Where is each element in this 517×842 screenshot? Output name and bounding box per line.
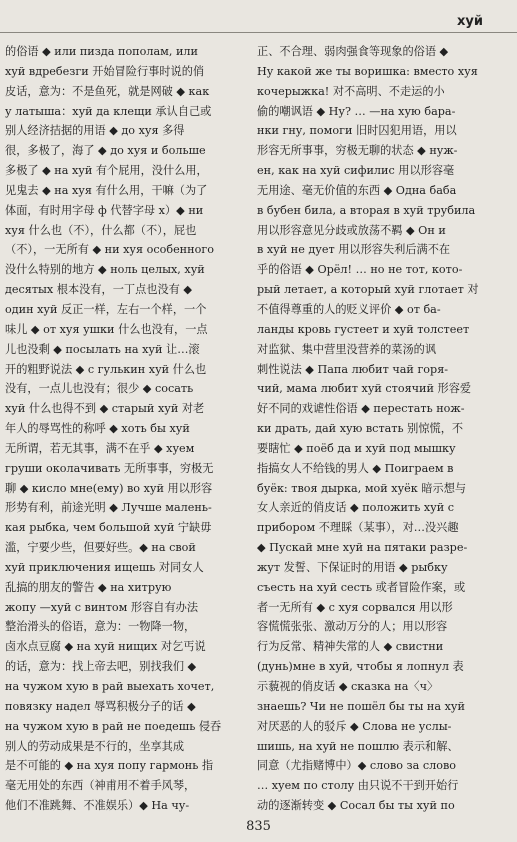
text-line: груши околачивать 无所事事，穷极无 bbox=[5, 461, 214, 475]
text-line: кая рыбка, чем большой хуй 宁缺毋 bbox=[5, 521, 212, 535]
text-line: прибором 不理睬（某事），对…没兴趣 bbox=[257, 521, 459, 535]
text-line: на чужом хую в рай не поедешь 侵吞 bbox=[5, 719, 222, 733]
text-line: 整治滑头的俗语，意为：一物降一物， bbox=[5, 620, 196, 634]
left-column bbox=[5, 42, 237, 812]
text-line: 指搞女人不给钱的男人 ◆ Поиграем в bbox=[257, 461, 454, 475]
text-line: хуй приключения ищешь 对同女人 bbox=[5, 560, 204, 574]
text-line: жут 发誓、下保证时的用语 ◆ рыбку bbox=[257, 560, 448, 574]
text-line: чий, мама любит хуй стоячий 形容爱 bbox=[257, 382, 472, 396]
text-line: Ну какой же ты воришка: вместо хуя bbox=[257, 64, 478, 78]
text-line: 正、不合理、弱肉强食等现象的俗语 ◆ bbox=[257, 45, 449, 58]
text-line: ланды кровь густеет и хуй толстеет bbox=[257, 322, 470, 336]
text-line: 好不同的戏谑性俗语 ◆ перестать нож- bbox=[257, 402, 465, 416]
text-line: 没有，一点儿也没有；很少 ◆ сосать bbox=[5, 382, 194, 396]
header-rule bbox=[0, 32, 517, 33]
text-line: 同意（尤指赌博中）◆ слово за слово bbox=[257, 759, 457, 773]
text-line: 的俗语 ◆ или пизда пополам, или bbox=[5, 45, 198, 58]
text-line: 味儿 ◆ от хуя ушки 什么也没有，一点 bbox=[5, 322, 208, 336]
text-line: 对厌恶的人的驳斥 ◆ Слова не услы- bbox=[257, 719, 452, 733]
text-line: 是不可能的 ◆ на хуя попу гармонь 指 bbox=[5, 759, 214, 773]
text-line: 无用途、毫无价值的东西 ◆ Одна баба bbox=[257, 183, 457, 197]
text-line: ки драть, дай хую встать 别惊慌，不 bbox=[257, 422, 464, 436]
text-line: 乎的俗语 ◆ Орёл! … но не тот, кото- bbox=[257, 263, 463, 277]
text-line: 别人的劳动成果是不行的，坐享其成 bbox=[5, 739, 185, 753]
text-line: 乱搞的朋友的警告 ◆ на хитрую bbox=[5, 580, 172, 594]
running-head: хуй bbox=[457, 14, 483, 29]
text-line: 开的粗野说法 ◆ с гулькин хуй 什么也 bbox=[5, 362, 207, 376]
right-column bbox=[257, 42, 489, 812]
text-line: шишь, на хуй не пошлю 表示和解、 bbox=[257, 739, 459, 753]
text-line: нки гну, помоги 旧时囚犯用语，用以 bbox=[257, 124, 457, 138]
text-line: 示藐视的俏皮话 ◆ сказка на〈ч〉 bbox=[257, 680, 439, 693]
page-number: 835 bbox=[246, 819, 271, 834]
text-line: 对监狱、集中营里没营养的菜汤的讽 bbox=[257, 342, 437, 356]
text-line: 刺性说法 ◆ Папа любит чай горя- bbox=[257, 362, 449, 376]
text-line: 形势有利，前途光明 ◆ Лучше малень- bbox=[5, 501, 212, 515]
text-line: 者一无所有 ◆ с хуя сорвался 用以形 bbox=[257, 600, 453, 614]
text-line: 年人的辱骂性的称呼 ◆ хоть бы хуй bbox=[5, 422, 190, 436]
text-line: （不），一无所有 ◆ ни хуя особенного bbox=[5, 243, 214, 257]
text-line: рый летает, а который хуй глотает 对 bbox=[257, 283, 479, 297]
text-line: 偷的嘲讽语 ◆ Ну? … —на хую бара- bbox=[257, 104, 456, 118]
text-line: хуй 什么也得不到 ◆ старый хуй 对老 bbox=[5, 402, 205, 416]
text-line: у латыша：хуй да клещи 承认自己或 bbox=[5, 104, 212, 118]
text-line: 没什么特别的地方 ◆ ноль целых, хуй bbox=[5, 263, 205, 277]
text-line: 无所谓，若无其事，满不在乎 ◆ хуем bbox=[5, 441, 195, 455]
text-line: знаешь? Чи не пошёл бы ты на хуй bbox=[257, 699, 465, 713]
text-line: 多极了 ◆ на хуй 有个屁用，没什么用， bbox=[5, 164, 208, 178]
text-line: 不值得尊重的人的贬义评价 ◆ от ба- bbox=[257, 302, 441, 316]
text-line: 动的逐渐转变 ◆ Сосал бы ты хуй по bbox=[257, 799, 455, 812]
text-line: ен, как на хуй сифилис 用以形容毫 bbox=[257, 164, 455, 178]
text-line: 行为反常、精神失常的人 ◆ свистни bbox=[257, 640, 444, 654]
text-line: на чужом хую в рай выехать хочет, bbox=[5, 680, 215, 693]
text-line: хуй вдребезги 开始冒险行事时说的俏 bbox=[5, 64, 205, 78]
text-line: 别人经济拮据的用语 ◆ до хуя 多得 bbox=[5, 124, 185, 138]
text-line: в бубен била, а вторая в хуй трубила bbox=[257, 203, 476, 217]
text-line: 他们不准跳舞、不准娱乐）◆ На чу- bbox=[5, 799, 190, 812]
text-line: 皮话，意为：不是鱼死，就是网破 ◆ как bbox=[5, 84, 210, 98]
text-line: хуя 什么也（不），什么都（不），屁也 bbox=[5, 223, 197, 237]
text-line: жопу —хуй с винтом 形容自有办法 bbox=[5, 600, 199, 614]
text-line: один хуй 反正一样，左右一个样，一个 bbox=[5, 302, 207, 316]
text-line: буёк: твоя дырка, мой хуёк 暗示想与 bbox=[257, 481, 467, 495]
text-line: … хуем по столу 由只说不干到开始行 bbox=[257, 779, 459, 793]
text-line: 的话，意为：找上帝去吧，别找我们 ◆ bbox=[5, 660, 197, 674]
text-line: 很，多极了，海了 ◆ до хуя и больше bbox=[5, 144, 206, 158]
text-line: 儿也没剩 ◆ посылать на хуй 让…滚 bbox=[5, 342, 200, 356]
text-line: 聊 ◆ кисло мне(ему) во хуй 用以形容 bbox=[5, 481, 213, 495]
text-line: 用以形容意见分歧或放荡不羁 ◆ Он и bbox=[257, 223, 446, 237]
text-line: 体面，有时用字母 ф 代替字母 х）◆ ни bbox=[5, 203, 204, 217]
text-line: 女人亲近的俏皮话 ◆ положить хуй с bbox=[257, 501, 455, 515]
text-line: десятых 根本没有，一丁点也没有 ◆ bbox=[5, 283, 193, 297]
text-line: кочерыжка! 对不高明、不走运的小 bbox=[257, 84, 445, 98]
text-line: повязку надел 辱骂积极分子的话 ◆ bbox=[5, 699, 196, 713]
text-line: ◆ Пускай мне хуй на пятаки разре- bbox=[257, 541, 468, 555]
text-line: 毫无用处的东西（神甫用不着手风琴， bbox=[5, 779, 196, 793]
text-line: 要瞎忙 ◆ поёб да и хуй под мышку bbox=[257, 441, 456, 455]
text-line: 滥，宁要少些，但要好些。◆ на свой bbox=[5, 541, 196, 555]
text-line: 形容无所事事，穷极无聊的状态 ◆ нуж- bbox=[257, 144, 458, 158]
text-line: (дунь)мне в хуй, чтобы я лопнул 表 bbox=[257, 660, 464, 674]
text-line: 见鬼去 ◆ на хуя 有什么用，干嘛（为了 bbox=[5, 183, 208, 197]
text-line: 卤水点豆腐 ◆ на хуй нищих 对乞丐说 bbox=[5, 640, 206, 654]
text-line: в хуй не дует 用以形容失利后满不在 bbox=[257, 243, 451, 257]
text-line: съесть на хуй сесть 或者冒险作案，或 bbox=[257, 580, 466, 594]
text-line: 容慌慌张张、激动万分的人；用以形容 bbox=[257, 620, 448, 634]
